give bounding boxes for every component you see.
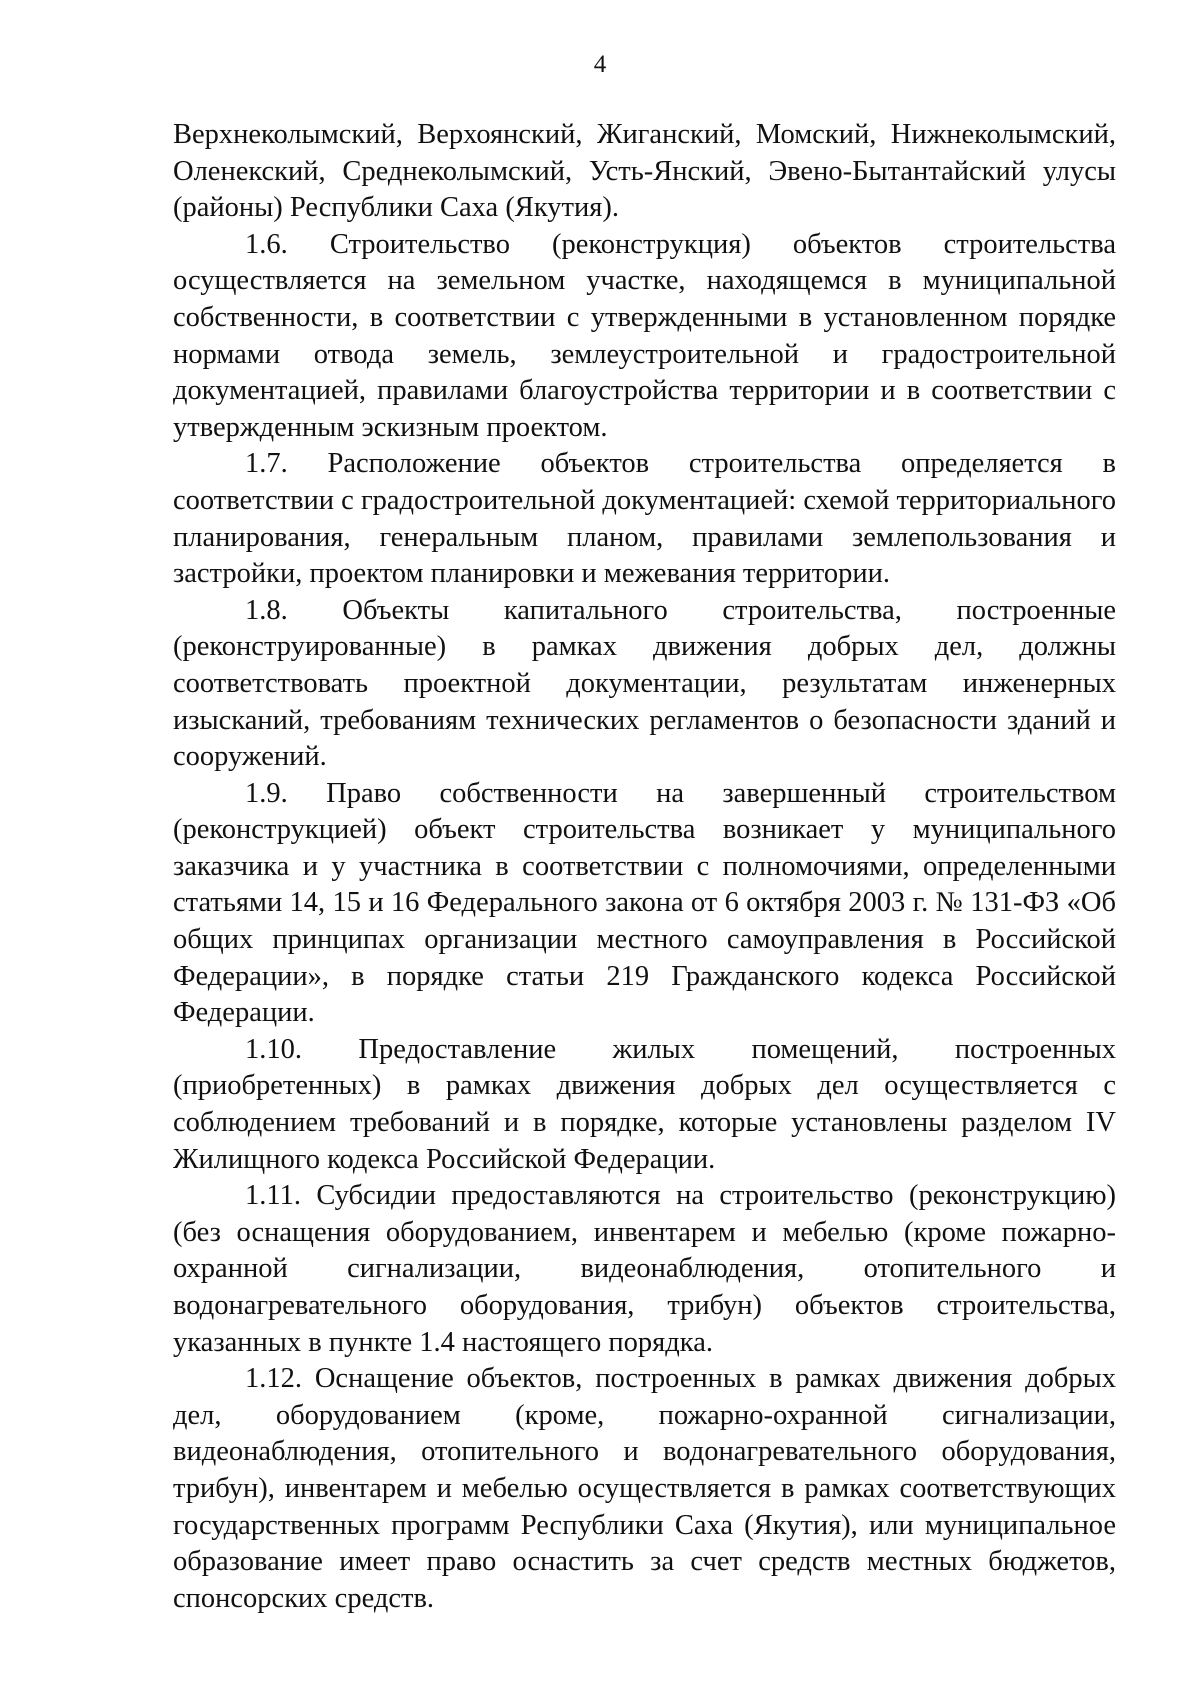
document-body <box>173 117 1116 1617</box>
paragraph-1-11: 1.11. Субсидии предоставляются на строительство (реконструкцию) (без оснащения оборудованием, инвентарем и мебелью (кроме пожарно-охранной сигнализации, видеонаблюдения, отопительного и водонагревательного оборудования, трибун) объектов строительства, указанных в пункте 1.4 настоящего порядка. <box>173 1180 1116 1358</box>
paragraph-1-8: 1.8. Объекты капитального строительства, построенные (реконструированные) в рамках движения добрых дел, должны соответствовать проектной документации, результатам инженерных изысканий, требованиям технических регламентов о безопасности зданий и сооружений. <box>173 594 1116 773</box>
paragraph-1-7: 1.7. Расположение объектов строительства определяется в соответствии с градостроительной документацией: схемой территориального планирования, генеральным планом, правилами землепользования и застройки, проектом планировки и межевания территории. <box>173 448 1116 590</box>
page-number: 4 <box>593 51 607 78</box>
paragraph-1-12: 1.12. Оснащение объектов, построенных в рамках движения добрых дел, оборудованием (кроме, пожарно-охранной сигнализации, видеонаблюдения, отопительного и водонагревательного оборудования, трибун), инвентарем и мебелью осуществляется в рамках соответствующих государственных программ Республики Саха (Якутия), или муниципальное образование имеет право оснастить за счет средств местных бюджетов, спонсорских средств. <box>173 1363 1116 1614</box>
paragraph-1-9: 1.9. Право собственности на завершенный строительством (реконструкцией) объект строительства возникает у муниципального заказчика и у участника в соответствии с полномочиями, определенными статьями 14, 15 и 16 Федерального закона от 6 октября 2003 г. № 131-ФЗ «Об общих принципах организации местного самоуправления в Российской Федерации», в порядке статьи 219 Гражданского кодекса Российской Федерации. <box>173 777 1116 1029</box>
paragraph-1-10: 1.10. Предоставление жилых помещений, построенных (приобретенных) в рамках движения добрых дел осуществляется с соблюдением требований и в порядке, которые установлены разделом IV Жилищного кодекса Российской Федерации. <box>173 1033 1116 1175</box>
paragraph-districts-continued: Верхнеколымский, Верхоянский, Жиганский, Момский, Нижнеколымский, Оленекский, Среднеколымский, Усть-Янский, Эвено-Бытантайский улусы (районы) Республики Саха (Якутия). <box>173 119 1116 224</box>
paragraph-1-6: 1.6. Строительство (реконструкция) объектов строительства осуществляется на земельном участке, находящемся в муниципальной собственности, в соответствии с утвержденными в установленном порядке нормами отвода земель, землеустроительной и градостроительной документацией, правилами благоустройства территории и в соответствии с утвержденным эскизным проектом. <box>173 228 1116 443</box>
